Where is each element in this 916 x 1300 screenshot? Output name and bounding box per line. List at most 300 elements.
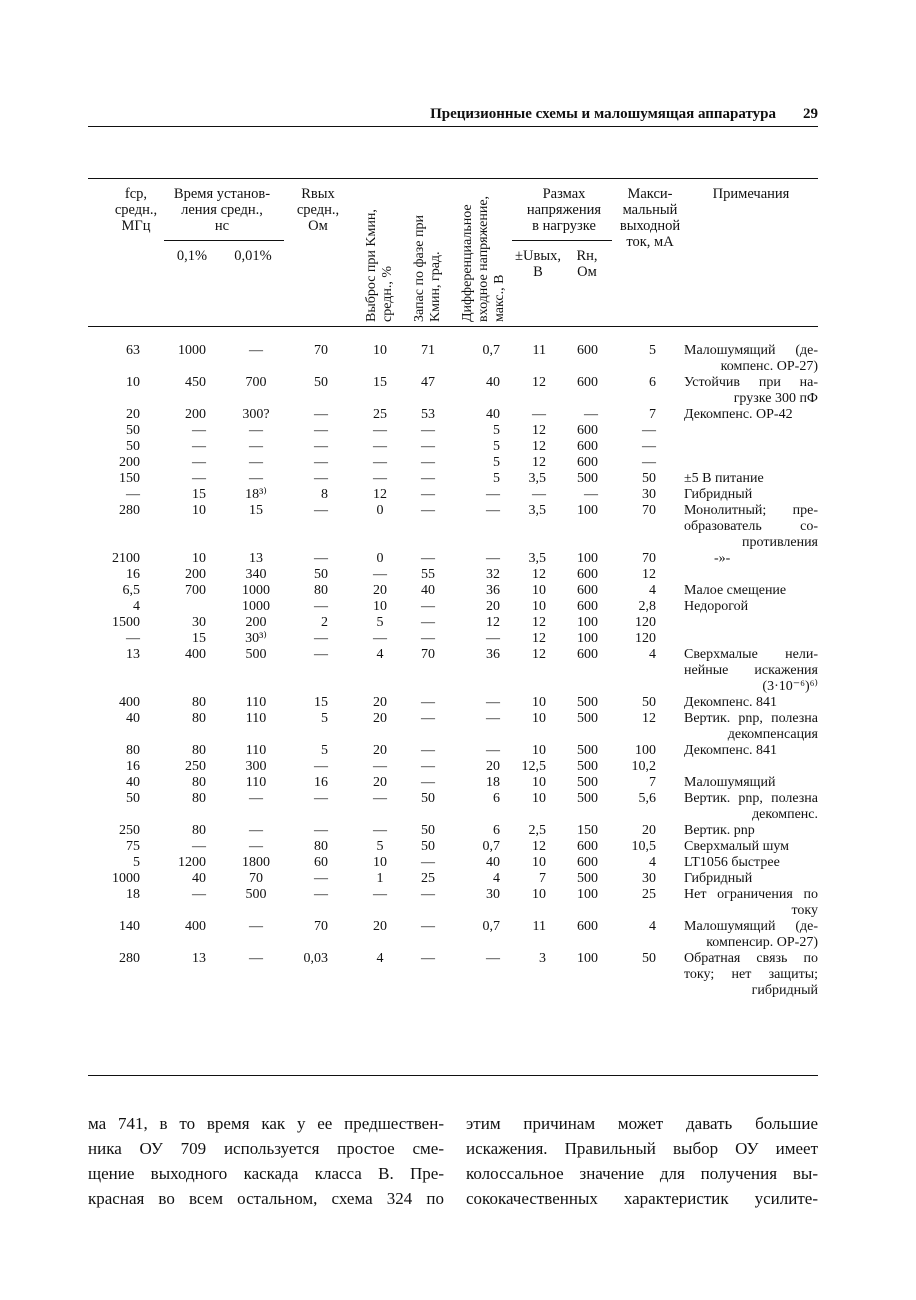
- cell-t1: 400: [185, 919, 206, 934]
- body-line: этим причинам может давать большие: [466, 1114, 818, 1133]
- cell-t1: 700: [185, 583, 206, 598]
- cell-u: 3,5: [528, 471, 546, 486]
- cell-u: 10: [532, 695, 546, 710]
- cell-d: 40: [486, 407, 500, 422]
- cell-i: 4: [649, 647, 656, 662]
- cell-f: 150: [119, 471, 140, 486]
- note-line: компенс. ОР-27): [720, 359, 818, 374]
- cell-r: 15: [314, 695, 328, 710]
- cell-u: 3: [539, 951, 546, 966]
- cell-i: 120: [635, 631, 656, 646]
- table-row: [88, 583, 818, 599]
- page-number: 29: [803, 106, 818, 122]
- cell-i: 70: [642, 503, 656, 518]
- col-diff-header: [460, 196, 508, 322]
- cell-t2: 500: [245, 647, 267, 662]
- cell-f: 280: [119, 951, 140, 966]
- running-header: [88, 106, 818, 126]
- cell-t1: 80: [192, 695, 206, 710]
- cell-ph: 25: [421, 871, 435, 886]
- col-maxcur-line: Макси-: [627, 186, 673, 202]
- cell-os: —: [373, 823, 387, 838]
- body-text-right: [466, 1111, 818, 1211]
- cell-r: 5: [321, 711, 328, 726]
- cell-u: 12: [532, 455, 546, 470]
- cell-os: —: [373, 439, 387, 454]
- cell-r: 5: [321, 743, 328, 758]
- table-row: [88, 599, 818, 615]
- cell-t2: —: [249, 839, 263, 854]
- cell-ph: —: [421, 423, 435, 438]
- col-notes-header: Примечания: [712, 186, 790, 202]
- cell-u: 3,5: [528, 551, 546, 566]
- settle-subrule: [164, 240, 284, 241]
- table-row: [88, 759, 818, 775]
- cell-f: 4: [133, 599, 140, 614]
- table-row: [88, 471, 818, 487]
- cell-rl: 600: [577, 839, 598, 854]
- body-line: колоссальное значение для получения вы-: [466, 1164, 818, 1183]
- cell-t2: —: [249, 471, 263, 486]
- cell-f: 280: [119, 503, 140, 518]
- cell-os: —: [373, 567, 387, 582]
- cell-f: —: [126, 631, 140, 646]
- cell-d: —: [486, 551, 500, 566]
- cell-t2: 500: [245, 887, 267, 902]
- cell-i: 70: [642, 551, 656, 566]
- cell-t2: 110: [245, 743, 267, 758]
- cell-rl: 100: [577, 551, 598, 566]
- table-row: [88, 711, 818, 743]
- cell-os: 20: [373, 775, 387, 790]
- table-row: [88, 919, 818, 951]
- cell-os: 5: [376, 615, 384, 630]
- cell-r: 50: [314, 567, 328, 582]
- cell-i: 30: [642, 871, 656, 886]
- cell-u: 12: [532, 375, 546, 390]
- cell-d: 5: [493, 471, 500, 486]
- note-line: Гибридный: [684, 487, 753, 502]
- col-freq-line: средн.,: [114, 202, 158, 218]
- cell-note: [684, 743, 818, 759]
- cell-r: 2: [321, 615, 328, 630]
- cell-t1: 10: [192, 503, 206, 518]
- cell-note: [684, 871, 818, 887]
- header-rule: [88, 126, 818, 127]
- table-body: [88, 343, 818, 999]
- col-maxcur-line: ток, мА: [626, 234, 674, 250]
- cell-d: 0,7: [482, 839, 500, 854]
- cell-u: 12: [532, 423, 546, 438]
- cell-note: [684, 951, 818, 999]
- cell-d: 5: [493, 455, 500, 470]
- cell-note: [684, 471, 818, 487]
- cell-t1: 80: [192, 823, 206, 838]
- cell-t2: —: [249, 919, 263, 934]
- col-rout-line: средн.,: [296, 202, 340, 218]
- cell-d: 6: [493, 791, 500, 806]
- cell-t2: —: [249, 439, 263, 454]
- cell-u: —: [532, 487, 546, 502]
- cell-t2: —: [249, 791, 263, 806]
- cell-rl: 100: [577, 951, 598, 966]
- cell-ph: —: [421, 439, 435, 454]
- cell-i: 2,8: [638, 599, 656, 614]
- note-line: компенсир. ОР-27): [706, 935, 818, 950]
- cell-u: 10: [532, 711, 546, 726]
- table-top-rule: [88, 178, 818, 179]
- col-phase-line: Запас по фазе при: [412, 215, 427, 322]
- cell-os: 20: [373, 695, 387, 710]
- col-diff-line: Дифференциальное: [460, 204, 475, 322]
- cell-os: 0: [376, 551, 384, 566]
- cell-note: [684, 775, 818, 791]
- cell-note: [684, 711, 818, 743]
- cell-f: 50: [126, 423, 140, 438]
- cell-t1: —: [192, 439, 206, 454]
- cell-rl: 600: [577, 455, 598, 470]
- cell-u: 10: [532, 775, 546, 790]
- cell-i: —: [642, 439, 656, 454]
- cell-f: 40: [126, 775, 140, 790]
- cell-r: 0,03: [303, 951, 328, 966]
- cell-ph: —: [421, 951, 435, 966]
- table-row: [88, 951, 818, 999]
- cell-note: [684, 583, 818, 599]
- note-line: Малошумящий (де-: [684, 919, 818, 934]
- cell-d: —: [486, 503, 500, 518]
- cell-ph: —: [421, 695, 435, 710]
- cell-r: —: [314, 887, 328, 902]
- cell-t1: 15: [192, 487, 206, 502]
- cell-t2: 70: [249, 871, 263, 886]
- cell-t2: —: [249, 455, 263, 470]
- cell-f: 40: [126, 711, 140, 726]
- cell-d: 12: [486, 615, 500, 630]
- cell-note: [684, 375, 818, 407]
- cell-t2: 1000: [242, 599, 270, 614]
- cell-t2: 110: [245, 695, 267, 710]
- note-line: току: [791, 903, 818, 918]
- body-line: сококачественных характеристик усилите-: [466, 1189, 818, 1208]
- table-row: [88, 791, 818, 823]
- cell-d: 32: [486, 567, 500, 582]
- cell-f: 16: [126, 567, 140, 582]
- note-line: гибридный: [751, 983, 818, 998]
- cell-f: 140: [119, 919, 140, 934]
- cell-i: 12: [642, 567, 656, 582]
- cell-ph: 71: [421, 343, 435, 358]
- cell-os: 10: [373, 855, 387, 870]
- cell-ph: 50: [421, 839, 435, 854]
- cell-t1: 80: [192, 791, 206, 806]
- cell-ph: 40: [421, 583, 435, 598]
- note-line: Обратная связь по: [684, 951, 818, 966]
- note-line: Вертик. pnp: [684, 823, 755, 838]
- cell-f: 200: [119, 455, 140, 470]
- cell-rl: —: [584, 487, 598, 502]
- col-phase-header: [412, 215, 444, 322]
- cell-d: 0,7: [482, 919, 500, 934]
- cell-rl: 600: [577, 583, 598, 598]
- cell-i: 50: [642, 695, 656, 710]
- cell-r: —: [314, 423, 328, 438]
- cell-ph: —: [421, 919, 435, 934]
- cell-r: —: [314, 871, 328, 886]
- cell-rl: 100: [577, 503, 598, 518]
- cell-i: 12: [642, 711, 656, 726]
- cell-u: 10: [532, 791, 546, 806]
- cell-note: [684, 839, 818, 855]
- cell-os: 20: [373, 583, 387, 598]
- cell-f: 1500: [112, 615, 140, 630]
- col-overshoot-header: [364, 209, 396, 322]
- cell-t1: 1000: [178, 343, 206, 358]
- cell-rl: 500: [577, 759, 598, 774]
- cell-ph: 55: [421, 567, 435, 582]
- cell-os: —: [373, 631, 387, 646]
- col-swing-r-line: Ом: [577, 264, 597, 280]
- cell-d: 30: [486, 887, 500, 902]
- cell-rl: 600: [577, 343, 598, 358]
- cell-f: 18: [126, 887, 140, 902]
- cell-r: —: [314, 599, 328, 614]
- cell-os: 4: [376, 951, 384, 966]
- table-row: [88, 839, 818, 855]
- cell-os: 25: [373, 407, 387, 422]
- cell-os: 1: [376, 871, 384, 886]
- table-row: [88, 823, 818, 839]
- table-row: [88, 343, 818, 375]
- cell-rl: 100: [577, 615, 598, 630]
- cell-os: 20: [373, 919, 387, 934]
- cell-u: 10: [532, 855, 546, 870]
- cell-d: 6: [493, 823, 500, 838]
- note-line: Малошумящий (де-: [684, 343, 818, 358]
- cell-t2: 110: [245, 775, 267, 790]
- cell-t1: 400: [185, 647, 206, 662]
- cell-i: 5: [649, 343, 656, 358]
- col-settle-header: [160, 186, 284, 234]
- cell-i: 100: [635, 743, 656, 758]
- cell-rl: 100: [577, 631, 598, 646]
- note-line: Вертик. pnp, полезна: [684, 711, 818, 726]
- cell-d: 4: [493, 871, 500, 886]
- cell-u: 12: [532, 439, 546, 454]
- cell-u: 3,5: [528, 503, 546, 518]
- cell-i: 30: [642, 487, 656, 502]
- cell-u: —: [532, 407, 546, 422]
- cell-t1: —: [192, 839, 206, 854]
- cell-i: 10,2: [631, 759, 656, 774]
- cell-f: 1000: [112, 871, 140, 886]
- note-line: противления: [742, 535, 818, 550]
- cell-r: —: [314, 503, 328, 518]
- cell-t1: 1200: [178, 855, 206, 870]
- table-row: [88, 407, 818, 423]
- cell-note: [684, 823, 818, 839]
- cell-note: [684, 407, 818, 423]
- cell-rl: 150: [577, 823, 598, 838]
- cell-f: 2100: [112, 551, 140, 566]
- col-swing-line: в нагрузке: [532, 218, 596, 234]
- swing-subrule: [512, 240, 612, 241]
- cell-os: —: [373, 887, 387, 902]
- col-swing-u-line: В: [533, 264, 543, 280]
- cell-d: —: [486, 695, 500, 710]
- cell-f: 20: [126, 407, 140, 422]
- body-line: искажения. Правильный выбор ОУ имеет: [466, 1139, 818, 1158]
- table-header-bottom-rule: [88, 326, 818, 327]
- table-row: [88, 375, 818, 407]
- cell-t1: 200: [185, 407, 206, 422]
- note-line: Устойчив при на-: [684, 375, 818, 390]
- cell-note: [684, 919, 818, 951]
- cell-os: 20: [373, 743, 387, 758]
- cell-rl: 600: [577, 855, 598, 870]
- cell-t2: 110: [245, 711, 267, 726]
- cell-d: —: [486, 487, 500, 502]
- note-line: Декомпенс. 841: [684, 743, 778, 758]
- cell-d: 20: [486, 599, 500, 614]
- cell-t2: 300: [245, 759, 267, 774]
- cell-r: —: [314, 551, 328, 566]
- cell-d: 40: [486, 855, 500, 870]
- cell-u: 10: [532, 583, 546, 598]
- cell-f: 10: [126, 375, 140, 390]
- cell-rl: 100: [577, 887, 598, 902]
- cell-note: [684, 551, 818, 567]
- cell-u: 10: [532, 743, 546, 758]
- cell-os: 15: [373, 375, 387, 390]
- cell-r: —: [314, 647, 328, 662]
- cell-t1: 10: [192, 551, 206, 566]
- cell-ph: —: [421, 759, 435, 774]
- cell-u: 12: [532, 615, 546, 630]
- table-row: [88, 775, 818, 791]
- cell-os: 5: [376, 839, 384, 854]
- note-line: Недорогой: [684, 599, 749, 614]
- cell-ph: —: [421, 743, 435, 758]
- cell-t2: —: [249, 343, 263, 358]
- cell-t2: 15: [249, 503, 263, 518]
- cell-r: 50: [314, 375, 328, 390]
- cell-t1: 30: [192, 615, 206, 630]
- cell-os: —: [373, 423, 387, 438]
- cell-i: 20: [642, 823, 656, 838]
- cell-t1: —: [192, 455, 206, 470]
- cell-note: [684, 791, 818, 823]
- note-line: Малое смещение: [684, 583, 787, 598]
- cell-f: 75: [126, 839, 140, 854]
- table-row: [88, 455, 818, 471]
- cell-d: —: [486, 631, 500, 646]
- cell-u: 11: [532, 919, 546, 934]
- cell-f: 63: [126, 343, 140, 358]
- col-swing-line: напряжения: [526, 202, 602, 218]
- cell-d: 0,7: [482, 343, 500, 358]
- note-line: образователь со-: [684, 519, 818, 534]
- cell-r: —: [314, 759, 328, 774]
- table-row: [88, 423, 818, 439]
- cell-d: 40: [486, 375, 500, 390]
- col-swing-u-line: ±Uвых,: [515, 248, 561, 264]
- cell-ph: —: [421, 455, 435, 470]
- cell-r: 8: [321, 487, 328, 502]
- cell-i: 50: [642, 951, 656, 966]
- cell-rl: 600: [577, 567, 598, 582]
- cell-rl: 500: [577, 695, 598, 710]
- cell-r: 60: [314, 855, 328, 870]
- cell-t2: 340: [245, 567, 267, 582]
- cell-ph: —: [421, 855, 435, 870]
- col-phase-line: Kмин, град.: [428, 251, 443, 322]
- cell-u: 12: [532, 567, 546, 582]
- table-row: [88, 503, 818, 551]
- cell-ph: 50: [421, 791, 435, 806]
- cell-t2: —: [249, 823, 263, 838]
- cell-f: 16: [126, 759, 140, 774]
- cell-t2: 18³⁾: [245, 487, 267, 502]
- cell-note: [684, 343, 818, 375]
- cell-rl: 600: [577, 439, 598, 454]
- cell-t2: 30³⁾: [245, 631, 267, 646]
- cell-t2: —: [249, 951, 263, 966]
- cell-note: [684, 487, 818, 503]
- cell-i: 7: [649, 407, 656, 422]
- cell-t1: 200: [185, 567, 206, 582]
- cell-d: 5: [493, 439, 500, 454]
- cell-i: 10,5: [631, 839, 656, 854]
- note-line: -»-: [714, 551, 731, 566]
- cell-os: 0: [376, 503, 384, 518]
- table-row: [88, 567, 818, 583]
- note-line: Сверхмалый шум: [684, 839, 790, 854]
- note-line: Вертик. pnp, полезна: [684, 791, 818, 806]
- cell-f: 50: [126, 791, 140, 806]
- cell-ph: —: [421, 599, 435, 614]
- cell-t2: 300?: [242, 407, 270, 422]
- note-line: Гибридный: [684, 871, 753, 886]
- cell-os: 10: [373, 343, 387, 358]
- note-line: декомпенс.: [752, 807, 818, 822]
- cell-t1: 15: [192, 631, 206, 646]
- cell-ph: 70: [421, 647, 435, 662]
- cell-os: —: [373, 455, 387, 470]
- cell-t2: 1000: [242, 583, 270, 598]
- cell-os: —: [373, 471, 387, 486]
- cell-t1: 450: [185, 375, 206, 390]
- cell-note: [684, 695, 818, 711]
- cell-ph: 53: [421, 407, 435, 422]
- col-settle-line: ления средн.,: [181, 202, 263, 218]
- note-line: Сверхмалые нели-: [684, 647, 818, 662]
- cell-i: 120: [635, 615, 656, 630]
- table-row: [88, 439, 818, 455]
- cell-ph: —: [421, 631, 435, 646]
- table-row: [88, 695, 818, 711]
- cell-ph: 50: [421, 823, 435, 838]
- table-row: [88, 871, 818, 887]
- cell-t1: 80: [192, 743, 206, 758]
- body-line: щение выходного каскада класса B. Пре-: [88, 1164, 444, 1183]
- cell-ph: —: [421, 471, 435, 486]
- cell-u: 12: [532, 839, 546, 854]
- cell-ph: —: [421, 887, 435, 902]
- cell-r: —: [314, 791, 328, 806]
- cell-ph: —: [421, 775, 435, 790]
- cell-i: 4: [649, 919, 656, 934]
